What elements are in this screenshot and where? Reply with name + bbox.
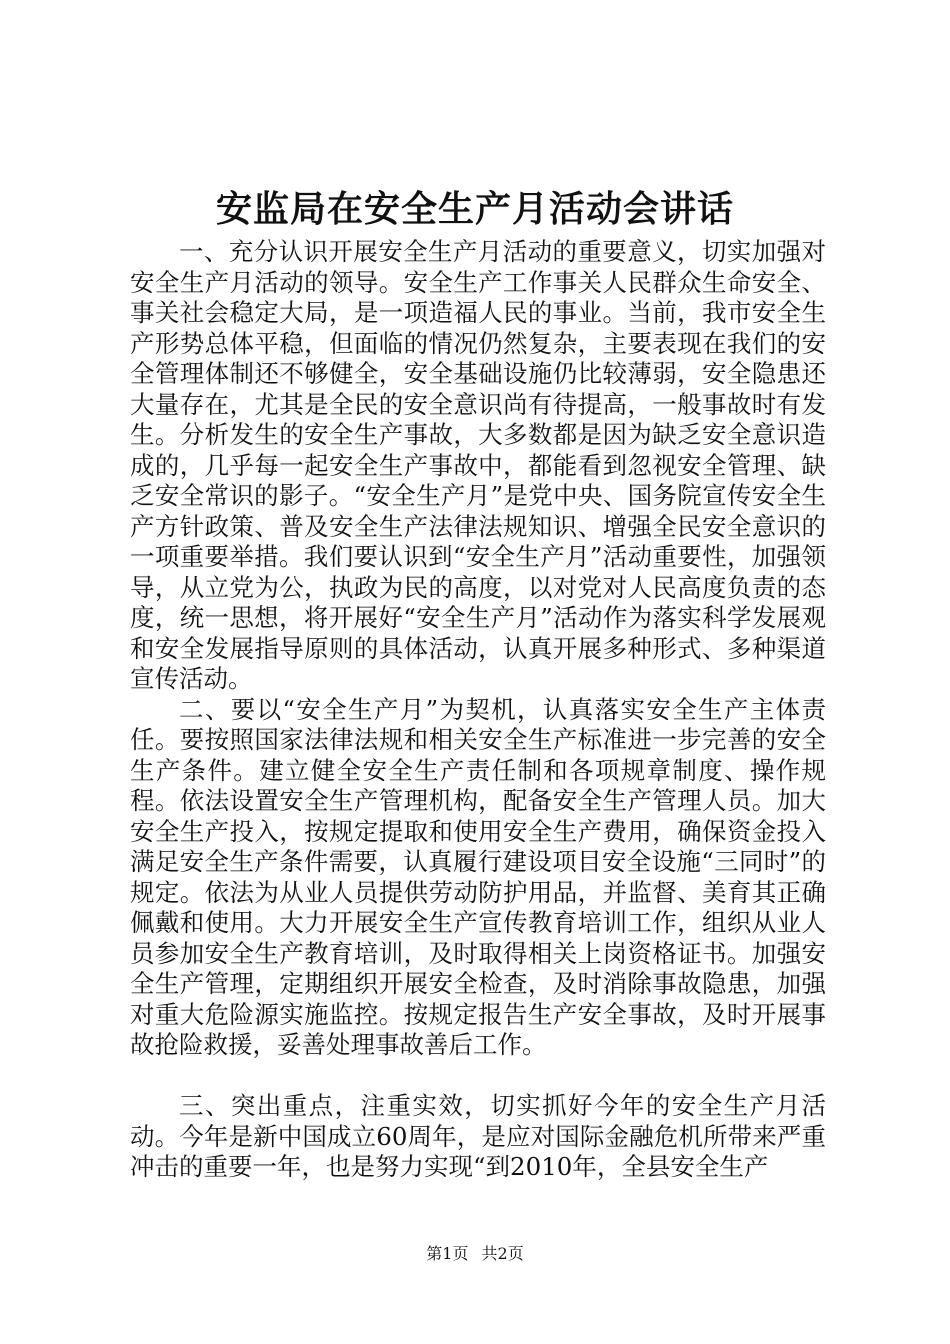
page-number: 第1页 bbox=[426, 1244, 469, 1263]
paragraph-2: 二、要以“安全生产月”为契机，认真落实安全生产主体责任。要按照国家法律法规和相关安全生产标准进一步完善的安全生产条件。建立健全安全生产责任制和各项规章制度、操作规程。依法设置安全生产管理机构，配备安全生产管理人员。加大安全生产投入，按规定提取和使用安全生产费用，确保资金投入满足安全生产条件需要，认真履行建设项目安全设施“三同时”的规定。依法为从业人员提供劳动防护用品，并监督、美育其正确佩戴和使用。大力开展安全生产宣传教育培训工作，组织从业人员参加安全生产教育培训，及时取得相关上岗资格证书。加强安全生产管理，定期组织开展安全检查，及时消除事故隐患，加强对重大危险源实施监控。按规定报告生产安全事故，及时开展事故抢险救援，妥善处理事故善后工作。 bbox=[130, 694, 826, 1059]
page-total: 共2页 bbox=[481, 1244, 524, 1263]
document-body bbox=[130, 237, 826, 1183]
paragraph-3: 三、突出重点，注重实效，切实抓好今年的安全生产月活动。今年是新中国成立60周年，是应对国际金融危机所带来严重冲击的重要一年，也是努力实现“到2010年，全县安全生产 bbox=[130, 1091, 826, 1181]
page-footer bbox=[0, 1244, 950, 1264]
paragraph-1: 一、充分认识开展安全生产月活动的重要意义，切实加强对安全生产月活动的领导。安全生产工作事关人民群众生命安全、事关社会稳定大局，是一项造福人民的事业。当前，我市安全生产形势总体平稳，但面临的情况仍然复杂，主要表现在我们的安全管理体制还不够健全，安全基础设施仍比较薄弱，安全隐患还大量存在，尤其是全民的安全意识尚有待提高，一般事故时有发生。分析发生的安全生产事故，大多数都是因为缺乏安全意识造成的，几乎每一起安全生产事故中，都能看到忽视安全管理、缺乏安全常识的影子。“安全生产月”是党中央、国务院宣传安全生产方针政策、普及安全生产法律法规知识、增强全民安全意识的一项重要举措。我们要认识到“安全生产月”活动重要性，加强领导，从立党为公，执政为民的高度，以对党对人民高度负责的态度，统一思想，将开展好“安全生产月”活动作为落实科学发展观和安全发展指导原则的具体活动，认真开展多种形式、多种渠道宣传活动。 bbox=[130, 237, 826, 693]
document-title: 安监局在安全生产月活动会讲话 bbox=[215, 189, 734, 230]
